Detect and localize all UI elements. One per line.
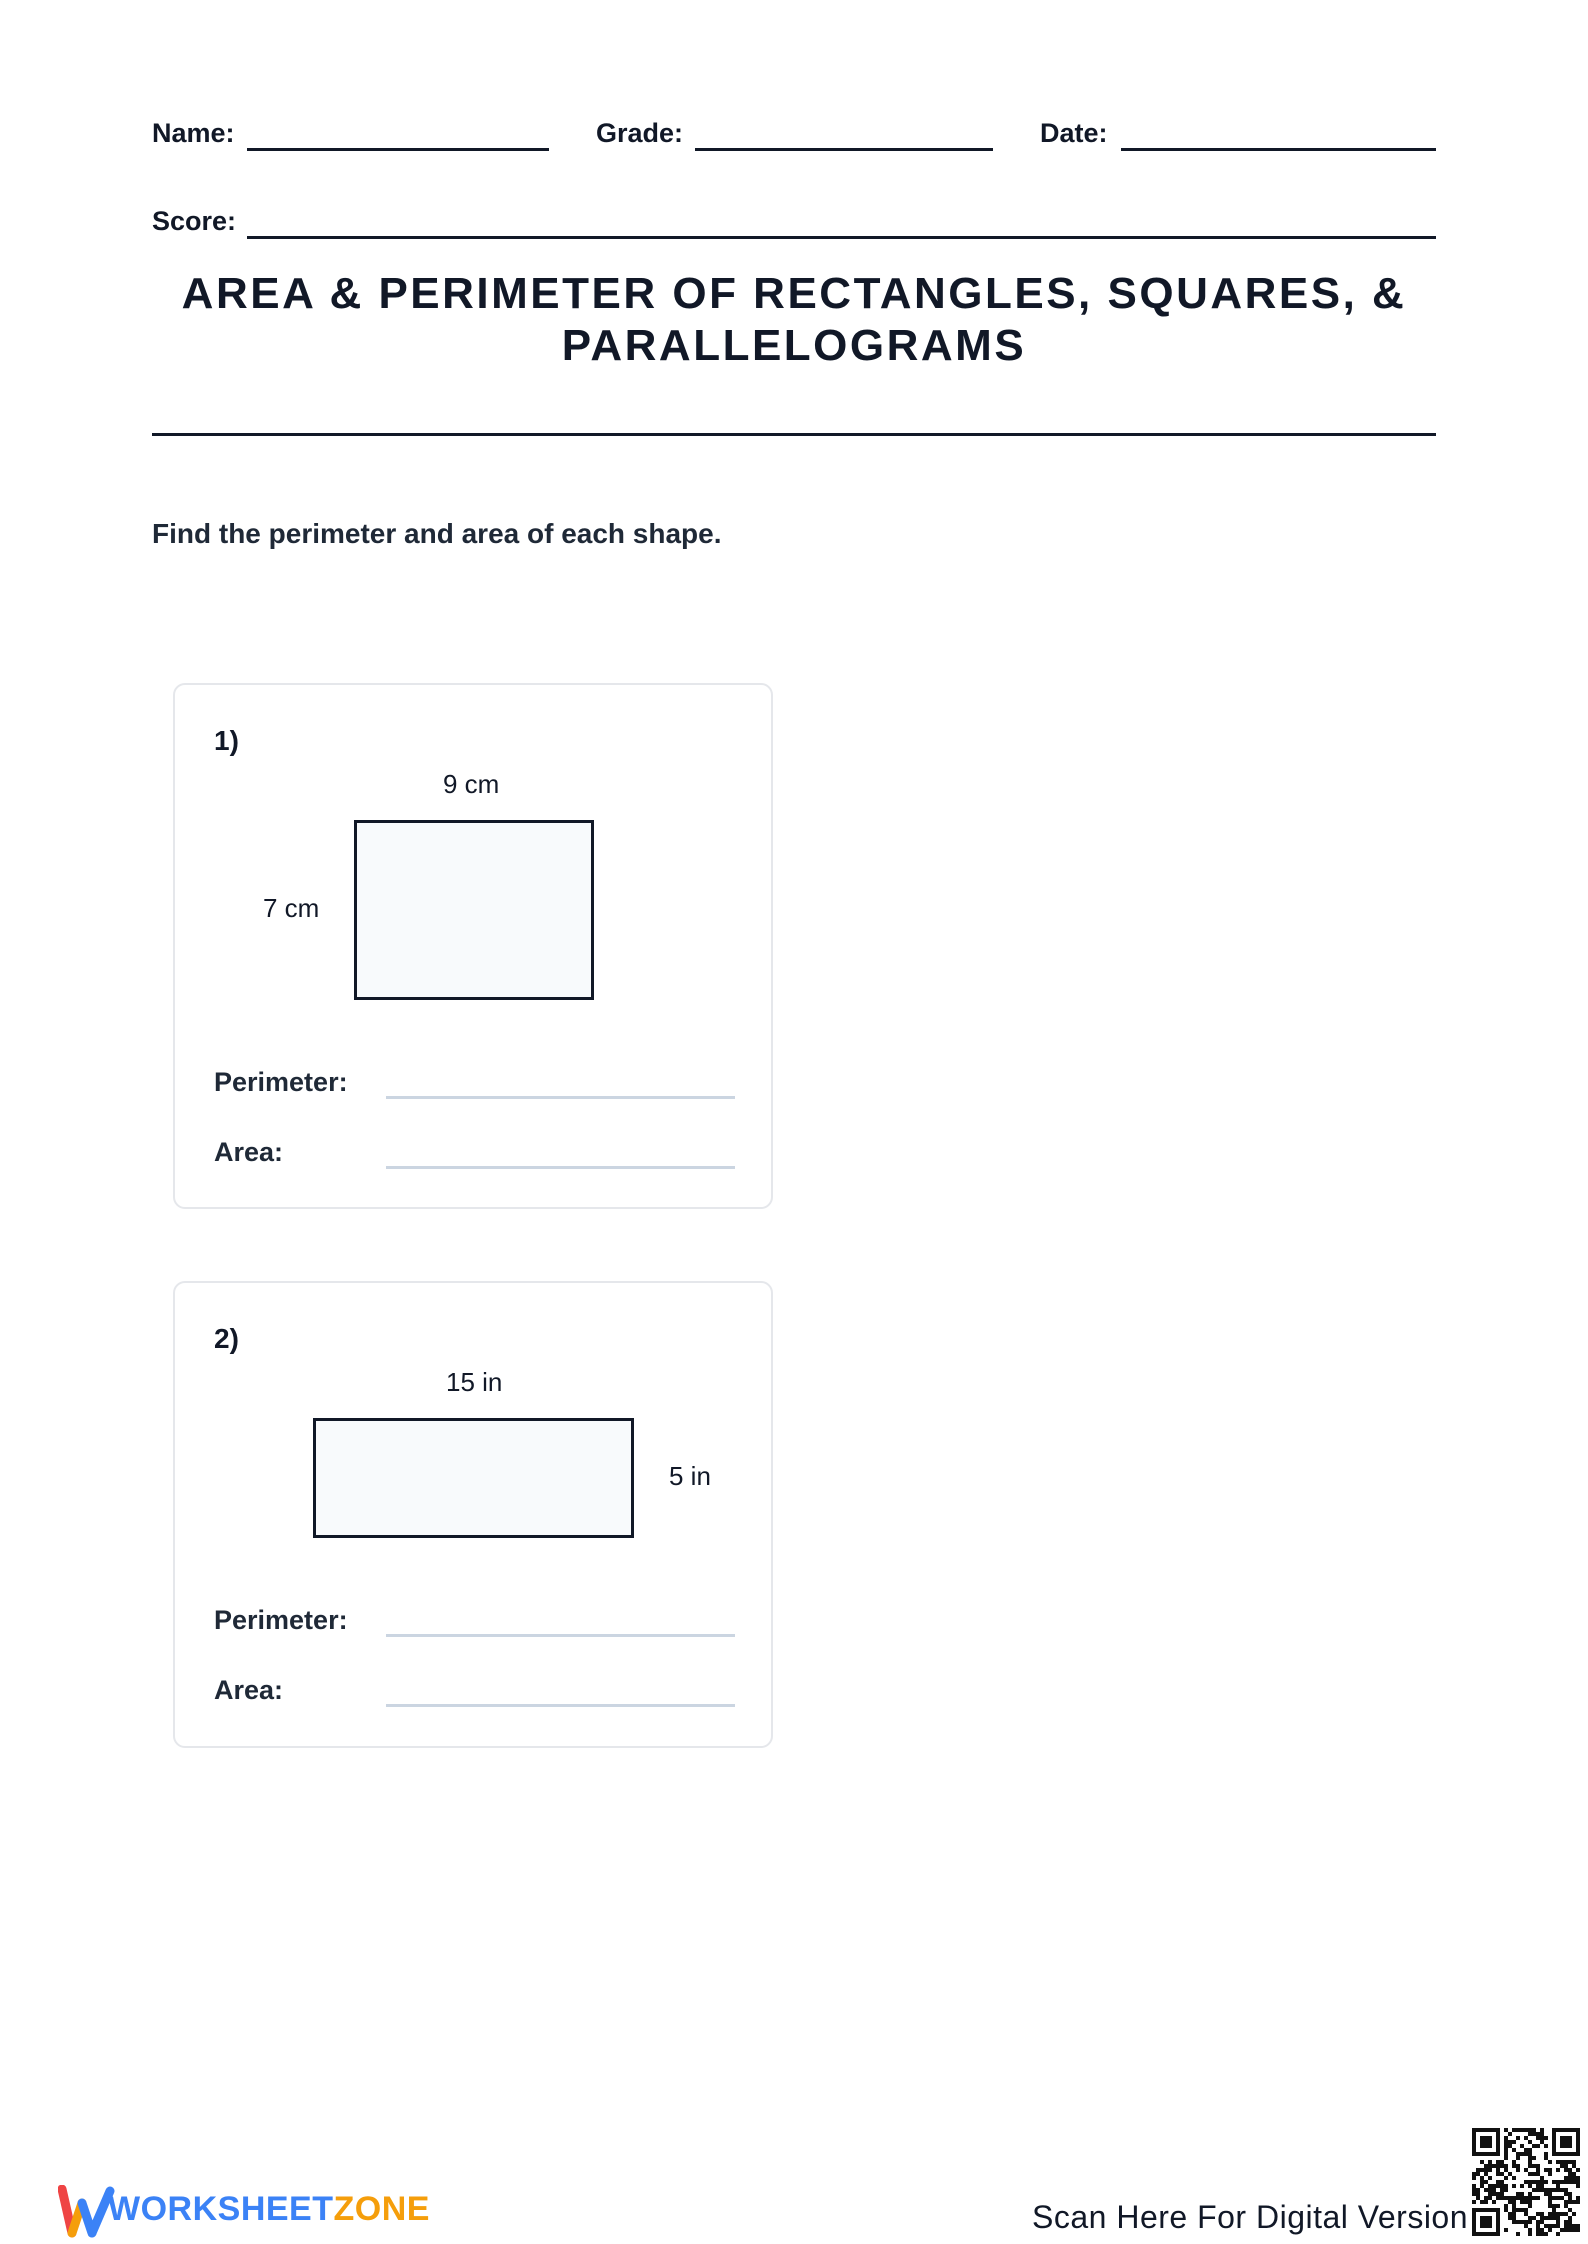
grade-field[interactable] — [695, 148, 993, 151]
qr-code-icon[interactable] — [1472, 2128, 1580, 2236]
perimeter-label: Perimeter: — [214, 1605, 348, 1635]
date-field[interactable] — [1121, 148, 1436, 151]
shape-side-label: 7 cm — [263, 893, 320, 923]
perimeter-answer-field[interactable] — [386, 1096, 735, 1099]
brand-part-1: WORKSHEET — [108, 2190, 334, 2228]
score-field[interactable] — [247, 236, 1436, 239]
shape-side-label: 5 in — [669, 1461, 711, 1491]
shape-top-label: 9 cm — [443, 769, 500, 799]
rectangle-shape — [354, 820, 594, 1000]
instructions: Find the perimeter and area of each shape. — [152, 518, 722, 549]
shape-top-label: 15 in — [446, 1367, 503, 1397]
perimeter-answer-field[interactable] — [386, 1634, 735, 1637]
brand-logo-text — [108, 2190, 430, 2229]
title-line-1: AREA & PERIMETER OF RECTANGLES, SQUARES, & — [181, 269, 1407, 318]
perimeter-label: Perimeter: — [214, 1067, 348, 1097]
area-label: Area: — [214, 1137, 284, 1167]
problem-card-1 — [173, 683, 773, 1209]
date-label: Date: — [1040, 118, 1108, 148]
problem-number: 2) — [214, 1323, 239, 1354]
area-answer-field[interactable] — [386, 1166, 735, 1169]
title-divider — [152, 433, 1436, 436]
problem-card-2 — [173, 1281, 773, 1748]
scan-text: Scan Here For Digital Version — [1032, 2199, 1469, 2235]
worksheet-title — [152, 268, 1436, 372]
problem-number: 1) — [214, 725, 239, 756]
name-field[interactable] — [247, 148, 549, 151]
score-label: Score: — [152, 206, 237, 236]
rectangle-shape — [313, 1418, 634, 1538]
name-label: Name: — [152, 118, 235, 148]
brand-part-2: ZONE — [333, 2190, 430, 2228]
area-label: Area: — [214, 1675, 284, 1705]
grade-label: Grade: — [596, 118, 684, 148]
title-line-2: PARALLELOGRAMS — [561, 321, 1027, 370]
area-answer-field[interactable] — [386, 1704, 735, 1707]
